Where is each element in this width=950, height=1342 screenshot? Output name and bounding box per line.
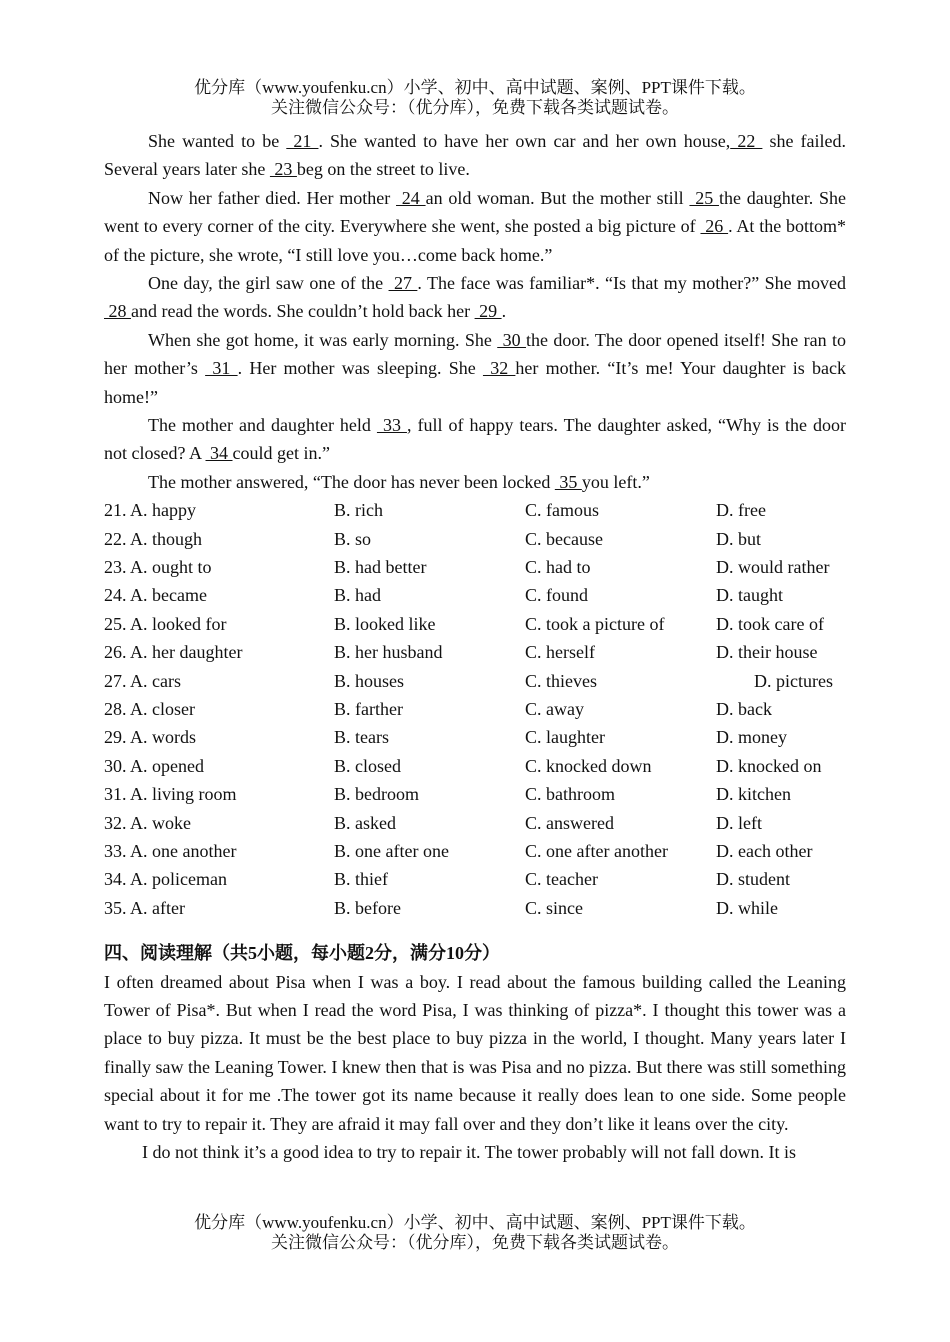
option-21-a: 21. A. happy xyxy=(104,500,196,521)
blank-24: 24 xyxy=(396,187,426,208)
option-35-a: 35. A. after xyxy=(104,897,185,918)
blank-29: 29 xyxy=(474,301,502,322)
option-28-c: C. away xyxy=(525,699,584,720)
option-29-d: D. money xyxy=(716,727,787,748)
blank-25: 25 xyxy=(689,187,719,208)
blank-21: 21 xyxy=(286,131,319,151)
option-33-b: B. one after one xyxy=(334,840,449,861)
blank-22: 22 xyxy=(730,131,763,151)
option-28-a: 28. A. closer xyxy=(104,699,195,720)
blank-31: 31 xyxy=(205,358,238,379)
option-34-b: B. thief xyxy=(334,869,388,890)
option-34-c: C. teacher xyxy=(525,869,598,890)
option-27-b: B. houses xyxy=(334,670,405,691)
option-32-a: 32. A. woke xyxy=(104,812,191,833)
page-header xyxy=(0,78,950,118)
cloze-paragraph-1: She wanted to be 21 . She wanted to have her own car and her own house, 22 she failed. Several years later she 23 beg on the street to live. xyxy=(104,131,847,180)
option-31-b: B. bedroom xyxy=(334,784,419,805)
option-21-d: D. free xyxy=(716,500,766,521)
reading-passage xyxy=(104,968,846,1167)
option-29-b: B. tears xyxy=(334,727,389,748)
option-33-a: 33. A. one another xyxy=(104,840,237,861)
blank-28: 28 xyxy=(104,301,131,322)
header-line-1: 优分库（www.youfenku.cn）小学、初中、高中试题、案例、PPT课件下载。 xyxy=(194,78,756,97)
blank-26: 26 xyxy=(700,216,729,237)
option-22-b: B. so xyxy=(334,528,372,549)
option-27-d: D. pictures xyxy=(754,670,833,691)
option-23-b: B. had better xyxy=(334,557,427,578)
option-27-c: C. thieves xyxy=(525,670,597,691)
option-24-c: C. found xyxy=(525,585,588,606)
footer-line-1: 优分库（www.youfenku.cn）小学、初中、高中试题、案例、PPT课件下载。 xyxy=(194,1213,756,1232)
option-28-b: B. farther xyxy=(334,699,403,720)
option-26-a: 26. A. her daughter xyxy=(104,642,243,663)
option-27-a: 27. A. cars xyxy=(104,670,181,691)
option-22-c: C. because xyxy=(525,528,603,549)
option-26-c: C. herself xyxy=(525,642,595,663)
option-34-a: 34. A. policeman xyxy=(104,869,227,890)
option-31-c: C. bathroom xyxy=(525,784,615,805)
option-25-a: 25. A. looked for xyxy=(104,613,227,634)
option-30-a: 30. A. opened xyxy=(104,755,204,776)
blank-34: 34 xyxy=(205,443,233,464)
option-34-d: D. student xyxy=(716,869,790,890)
option-22-a: 22. A. though xyxy=(104,528,203,549)
blank-32: 32 xyxy=(482,358,516,379)
blank-27: 27 xyxy=(388,273,418,294)
option-23-a: 23. A. ought to xyxy=(104,557,212,578)
option-26-b: B. her husband xyxy=(334,642,443,663)
blank-33: 33 xyxy=(376,415,407,436)
header-line-2: 关注微信公众号：（优分库），免费下载各类试题试卷。 xyxy=(271,98,679,117)
blank-23: 23 xyxy=(269,159,297,180)
cloze-paragraph-2: Now her father died. Her mother 24 an old woman. But the mother still 25 the daughter. She went to every corner of the city. Everywhere she went, she posted a big picture of 26 . At the bottom* of the picture, she wrote, “I still love you…come back home.” xyxy=(104,187,847,265)
option-35-d: D. while xyxy=(716,897,778,918)
option-28-d: D. back xyxy=(716,699,772,720)
cloze-paragraph-5: The mother and daughter held 33 , full of happy tears. The daughter asked, “Why is the door not closed? A 34 could get in.” xyxy=(104,415,847,464)
cloze-paragraph-4: When she got home, it was early morning. She 30 the door. The door opened itself! She ran to her mother’s 31 . Her mother was sleeping. She 32 her mother. “It’s me! Your daughter is back home!” xyxy=(104,329,846,407)
option-30-b: B. closed xyxy=(334,755,401,776)
option-32-b: B. asked xyxy=(334,812,396,833)
page-footer xyxy=(0,1213,950,1253)
blank-30: 30 xyxy=(497,329,526,350)
blank-35: 35 xyxy=(554,471,582,492)
option-22-d: D. but xyxy=(716,528,761,549)
footer-line-2: 关注微信公众号：（优分库），免费下载各类试题试卷。 xyxy=(271,1233,679,1252)
page-content xyxy=(104,127,846,1166)
option-26-d: D. their house xyxy=(716,642,818,663)
option-25-c: C. took a picture of xyxy=(525,613,665,634)
section-title: 四、阅读理解（共5小题，每小题2分，满分10分） xyxy=(104,943,500,964)
option-25-d: D. took care of xyxy=(716,613,824,634)
option-32-c: C. answered xyxy=(525,812,614,833)
cloze-paragraph-6: The mother answered, “The door has never been locked 35 you left.” xyxy=(148,471,650,492)
option-23-c: C. had to xyxy=(525,557,591,578)
reading-paragraph-2: I do not think it’s a good idea to try to repair it. The tower probably will not fall down. It is xyxy=(142,1141,797,1162)
option-23-d: D. would rather xyxy=(716,557,830,578)
option-21-b: B. rich xyxy=(334,500,383,521)
option-21-c: C. famous xyxy=(525,500,599,521)
option-30-d: D. knocked on xyxy=(716,755,822,776)
option-33-d: D. each other xyxy=(716,840,813,861)
option-31-a: 31. A. living room xyxy=(104,784,237,805)
option-35-c: C. since xyxy=(525,897,583,918)
options-table xyxy=(104,496,846,922)
option-33-c: C. one after another xyxy=(525,840,668,861)
option-29-a: 29. A. words xyxy=(104,727,197,748)
option-30-c: C. knocked down xyxy=(525,755,652,776)
option-29-c: C. laughter xyxy=(525,727,605,748)
option-25-b: B. looked like xyxy=(334,613,436,634)
option-31-d: D. kitchen xyxy=(716,784,791,805)
option-32-d: D. left xyxy=(716,812,762,833)
option-35-b: B. before xyxy=(334,897,401,918)
cloze-paragraph-3: One day, the girl saw one of the 27 . The face was familiar*. “Is that my mother?” She moved 28 and read the words. She couldn’t hold back her 29 . xyxy=(104,273,846,322)
option-24-b: B. had xyxy=(334,585,381,606)
option-24-a: 24. A. became xyxy=(104,585,207,606)
reading-paragraph-1: I often dreamed about Pisa when I was a boy. I read about the famous building called the Leaning Tower of Pisa*. But when I read the word Pisa, I was thinking of pizza*. I thought this tower was a place to buy pizza. It must be the best place to buy pizza in the world, I thought. Many years later I finally saw the Leaning Tower. I knew then that is was Pisa and no pizza. But there was still something special about it for me .The tower got its name because it really does lean to one side. Some people want to try to repair it. They are afraid it may fall over and they don’t like it leans over the city. xyxy=(104,971,846,1134)
option-24-d: D. taught xyxy=(716,585,783,606)
